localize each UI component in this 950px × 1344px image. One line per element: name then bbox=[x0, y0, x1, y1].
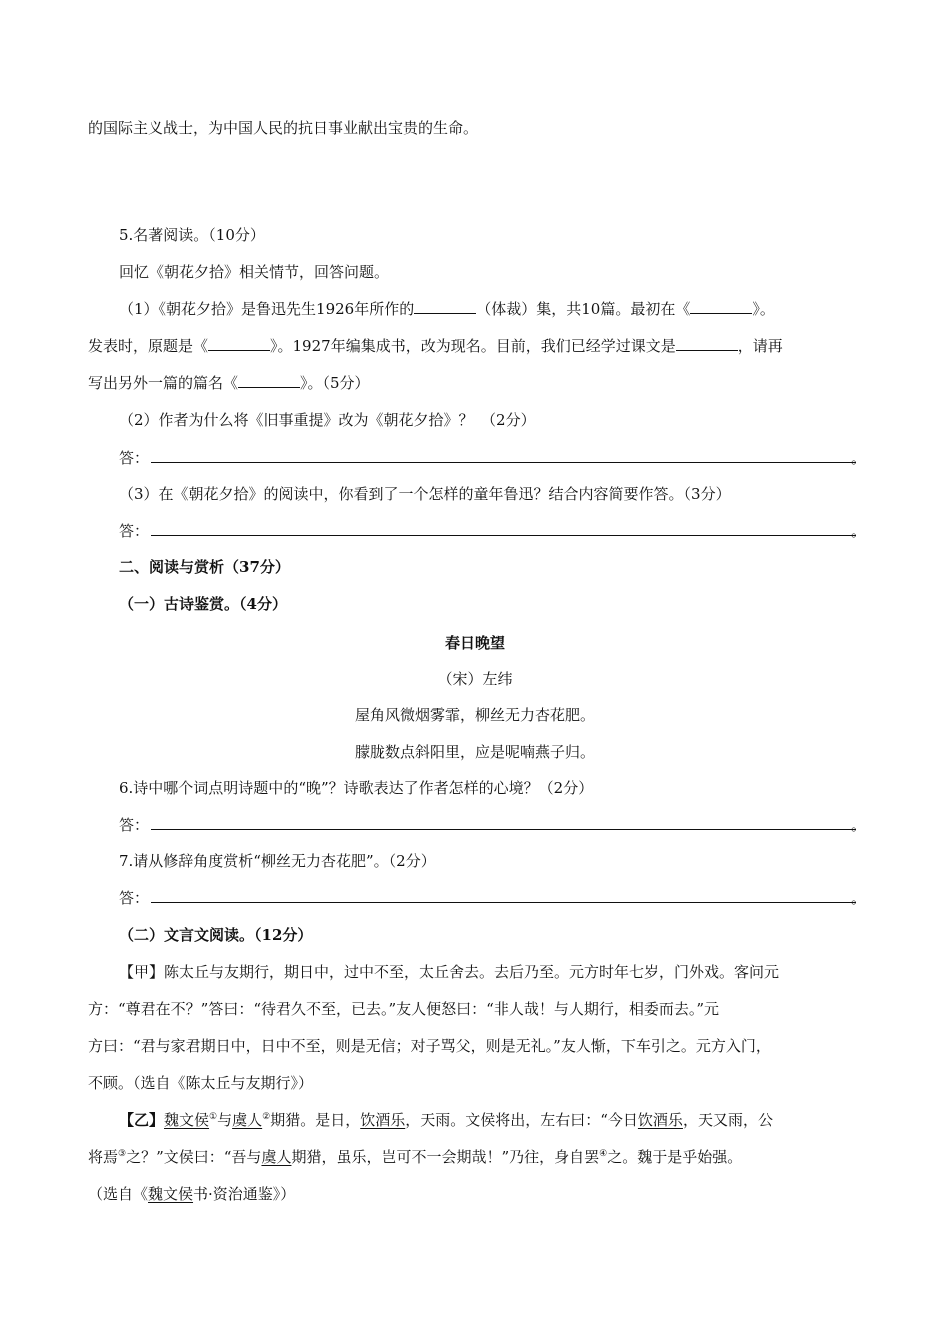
q5-1-text-f: ，请再 bbox=[737, 337, 783, 355]
question-6: 6.诗中哪个词点明诗题中的“晚”？诗歌表达了作者怎样的心境？（2分） bbox=[119, 779, 594, 797]
q5-1-text-a: （1）《朝花夕拾》是鲁迅先生1926年所作的 bbox=[119, 300, 415, 318]
passage-text: （选自《 bbox=[88, 1185, 149, 1203]
annotated-term: 魏文侯 bbox=[164, 1111, 210, 1129]
part-2-title: （二）文言文阅读。（12分） bbox=[119, 926, 313, 944]
answer-row[interactable] bbox=[119, 814, 866, 836]
passage-text: 书·资治通鉴》） bbox=[193, 1185, 296, 1203]
q5-1-text-e: 》。1927年编集成书，改为现名。目前，我们已经学过课文是 bbox=[270, 337, 676, 355]
q5-1-text-d: 发表时，原题是《 bbox=[88, 337, 209, 355]
part-1-title: （一）古诗鉴赏。（4分） bbox=[119, 595, 287, 613]
q5-1-text-h: 》。（5分） bbox=[300, 374, 370, 392]
fill-blank[interactable] bbox=[414, 298, 476, 314]
passage-yi-source bbox=[88, 1183, 866, 1205]
answer-row[interactable] bbox=[119, 447, 866, 469]
footnote-marker: ② bbox=[262, 1112, 271, 1122]
poem-title: 春日晚望 bbox=[444, 634, 505, 652]
q5-1-text-g: 写出另外一篇的篇名《 bbox=[88, 374, 239, 392]
answer-line[interactable] bbox=[151, 902, 856, 903]
passage-jia-line-3: 方曰：“君与家君期日中，日中不至，则是无信；对子骂父，则是无礼。”友人惭，下车引之。元方入门， bbox=[88, 1037, 771, 1055]
passage-text: 期猎，虽乐，岂可不一会期哉！”乃往，身自罢 bbox=[291, 1148, 600, 1166]
passage-text: 期猎。是日， bbox=[270, 1111, 361, 1129]
answer-row[interactable] bbox=[119, 887, 866, 909]
annotated-term: 虞人 bbox=[232, 1111, 263, 1129]
q5-1-text-c: 》。 bbox=[752, 300, 775, 318]
annotated-term: 虞人 bbox=[261, 1148, 292, 1166]
answer-line[interactable] bbox=[151, 829, 856, 830]
answer-row[interactable] bbox=[119, 520, 866, 542]
q5-1-text-b: （体裁）集，共10篇。最初在《 bbox=[476, 300, 691, 318]
footnote-marker: ③ bbox=[118, 1149, 127, 1159]
question-5-1-line2 bbox=[88, 335, 866, 357]
answer-end: 。 bbox=[850, 449, 866, 467]
question-5-title: 5.名著阅读。（10分） bbox=[119, 226, 265, 244]
footnote-marker: ④ bbox=[599, 1149, 608, 1159]
annotated-term: 饮酒乐 bbox=[360, 1111, 406, 1129]
fill-blank[interactable] bbox=[208, 335, 270, 351]
poem-line-2: 朦胧数点斜阳里，应是呢喃燕子归。 bbox=[354, 743, 595, 761]
annotated-term: 饮酒乐 bbox=[637, 1111, 683, 1129]
answer-end: 。 bbox=[850, 816, 866, 834]
answer-line[interactable] bbox=[151, 535, 856, 536]
passage-yi-line-1 bbox=[119, 1109, 866, 1131]
answer-end: 。 bbox=[850, 889, 866, 907]
answer-label: 答： bbox=[119, 522, 150, 540]
footnote-marker: ① bbox=[209, 1112, 218, 1122]
answer-end: 。 bbox=[850, 522, 866, 540]
poem-line-1: 屋角风微烟雾霏，柳丝无力杏花肥。 bbox=[354, 706, 595, 724]
passage-text: ，天又雨，公 bbox=[682, 1111, 773, 1129]
answer-label: 答： bbox=[119, 449, 150, 467]
passage-yi-line-2 bbox=[88, 1146, 866, 1168]
question-5-1-line3 bbox=[88, 372, 866, 394]
section-2-title: 二、阅读与赏析（37分） bbox=[119, 558, 290, 576]
yi-bracket: 【乙】 bbox=[119, 1111, 165, 1129]
passage-text: 之？”文侯曰：“吾与 bbox=[126, 1148, 262, 1166]
passage-text: ，天雨。文侯将出，左右曰：“今日 bbox=[405, 1111, 638, 1129]
question-5-3: （3）在《朝花夕拾》的阅读中，你看到了一个怎样的童年鲁迅？结合内容简要作答。（3分） bbox=[119, 485, 731, 503]
passage-jia-line-2: 方：“尊君在不？”答曰：“待君久不至，已去。”友人便怒曰：“非人哉！与人期行，相委而去。”元 bbox=[88, 1000, 720, 1018]
paragraph-continuation: 的国际主义战士，为中国人民的抗日事业献出宝贵的生命。 bbox=[88, 119, 479, 137]
fill-blank[interactable] bbox=[238, 372, 300, 388]
fill-blank[interactable] bbox=[676, 335, 738, 351]
question-5-2: （2）作者为什么将《旧事重提》改为《朝花夕拾》？ （2分） bbox=[119, 411, 536, 429]
question-5-intro: 回忆《朝花夕拾》相关情节，回答问题。 bbox=[119, 263, 390, 281]
passage-text: 之。魏于是乎始强。 bbox=[607, 1148, 743, 1166]
annotated-term: 魏文侯 bbox=[148, 1185, 194, 1203]
answer-label: 答： bbox=[119, 816, 150, 834]
answer-label: 答： bbox=[119, 889, 150, 907]
poem-author: （宋）左纬 bbox=[437, 670, 513, 688]
passage-text: 将焉 bbox=[88, 1148, 119, 1166]
passage-jia-line-4: 不顾。（选自《陈太丘与友期行》） bbox=[88, 1074, 314, 1092]
answer-line[interactable] bbox=[151, 462, 856, 463]
passage-jia-line-1: 【甲】陈太丘与友期行，期日中，过中不至，太丘舍去。去后乃至。元方时年七岁，门外戏。客问元 bbox=[119, 963, 780, 981]
passage-text: 与 bbox=[217, 1111, 233, 1129]
question-7: 7.请从修辞角度赏析“柳丝无力杏花肥”。（2分） bbox=[119, 852, 436, 870]
fill-blank[interactable] bbox=[690, 298, 752, 314]
question-5-1-line1 bbox=[119, 298, 866, 320]
